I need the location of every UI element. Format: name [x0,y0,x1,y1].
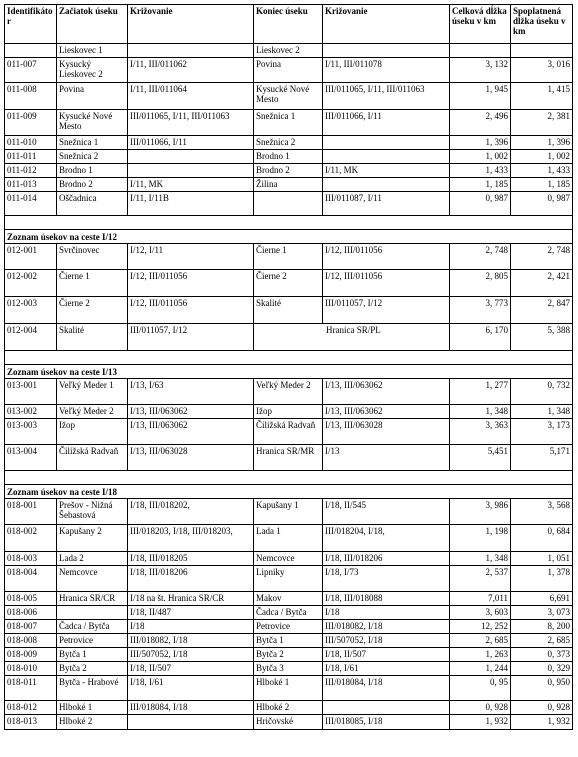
table-row [5,58,573,83]
cell-toll-length: 0, 329 [511,662,573,676]
header-identifier: Identifikátor [5,5,57,44]
spacer-row [5,471,573,485]
cell-crossing-start: I/18 na št. Hranica SR/CR [128,592,254,606]
cell-end: Makov [254,592,323,606]
cell-crossing-start: I/11, I/11B [128,192,254,216]
table-row [5,324,573,351]
cell-toll-length: 6,691 [511,592,573,606]
cell-crossing-start [128,44,254,58]
cell-toll-length: 0, 928 [511,701,573,715]
header-end: Koniec úseku [254,5,323,44]
cell-start: Oščadnica [57,192,128,216]
cell-end: Kapušany 1 [254,499,323,525]
cell-end: Bytča 2 [254,648,323,662]
table-row [5,525,573,552]
cell-toll-length: 3, 016 [511,58,573,83]
cell-crossing-start: I/13, I/63 [128,379,254,405]
cell-toll-length: 3, 073 [511,606,573,620]
cell-end: Hranica SR/MR [254,445,323,471]
cell-end: Povina [254,58,323,83]
cell-crossing-end: III/011065, I/11, III/011063 [323,83,450,110]
cell-end: Snežnica 1 [254,110,323,136]
table-row [5,270,573,297]
spacer-row [5,216,573,230]
table-row [5,701,573,715]
table-row [5,150,573,164]
spacer-cell [5,351,573,365]
cell-crossing-end [323,44,450,58]
cell-crossing-start: I/13, III/063062 [128,405,254,419]
table-row [5,634,573,648]
cell-identifier: 011-010 [5,136,57,150]
cell-toll-length: 0, 732 [511,379,573,405]
cell-crossing-start: I/18 [128,620,254,634]
cell-start: Lada 2 [57,552,128,566]
cell-total-length: 2, 537 [450,566,511,592]
cell-total-length: 0, 987 [450,192,511,216]
cell-end: Hranica SR/PL [254,324,450,351]
cell-identifier: 013-001 [5,379,57,405]
road-sections-table [4,4,573,730]
cell-crossing-end: III/018084, I/18 [323,676,450,701]
cell-identifier: 018-009 [5,648,57,662]
table-row [5,620,573,634]
cell-total-length: 1, 433 [450,164,511,178]
cell-toll-length: 8, 200 [511,620,573,634]
cell-end: Žilina [254,178,323,192]
cell-total-length: 5,451 [450,445,511,471]
cell-end: Kysucké Nové Mesto [254,83,323,110]
cell-start: Brodno 2 [57,178,128,192]
cell-toll-length: 3, 173 [511,419,573,445]
cell-identifier: 018-013 [5,715,57,730]
spacer-cell [5,471,573,485]
table-row [5,445,573,471]
table-row [5,136,573,150]
cell-total-length: 1, 198 [450,525,511,552]
cell-total-length: 3, 603 [450,606,511,620]
cell-start: Veľký Meder 2 [57,405,128,419]
cell-crossing-start [128,715,254,730]
cell-end: Čierne 2 [254,270,323,297]
cell-start: Kapušany 2 [57,525,128,552]
cell-toll-length: 2, 847 [511,297,573,324]
cell-toll-length: 0, 373 [511,648,573,662]
cell-start: Bytča - Hrabové [57,676,128,701]
cell-identifier: 018-005 [5,592,57,606]
section-heading: Zoznam úsekov na ceste I/12 [5,230,573,244]
section-heading: Zoznam úsekov na ceste I/18 [5,485,573,499]
cell-identifier: 012-004 [5,324,57,351]
cell-start: Čierne 1 [57,270,128,297]
cell-crossing-end: III/011057, I/12 [323,297,450,324]
section-heading-row [5,230,573,244]
table-row [5,244,573,270]
cell-end: Brodno 2 [254,164,323,178]
cell-crossing-end: III/507052, I/18 [323,634,450,648]
table-row [5,405,573,419]
table-row [5,566,573,592]
cell-crossing-end: I/18, III/018206 [323,552,450,566]
cell-crossing-start: III/018203, I/18, III/018203, [128,525,254,552]
cell-toll-length: 2, 381 [511,110,573,136]
table-row [5,379,573,405]
cell-crossing-end: I/13, III/063028 [323,419,450,445]
cell-identifier: 018-002 [5,525,57,552]
cell-total-length: 7,011 [450,592,511,606]
cell-end: Hlboké 2 [254,701,323,715]
cell-identifier: 011-014 [5,192,57,216]
cell-start: Snežnica 1 [57,136,128,150]
cell-total-length: 0, 928 [450,701,511,715]
table-row [5,592,573,606]
table-header-row [5,5,573,44]
cell-crossing-end: I/13 [323,445,450,471]
cell-crossing-end: III/011087, I/11 [323,192,450,216]
table-row [5,178,573,192]
cell-start: Bytča 2 [57,662,128,676]
cell-total-length: 2, 496 [450,110,511,136]
cell-identifier: 012-002 [5,270,57,297]
cell-total-length: 2, 685 [450,634,511,648]
cell-crossing-start: I/11, III/011064 [128,83,254,110]
cell-total-length: 3, 132 [450,58,511,83]
cell-crossing-start [128,164,254,178]
cell-crossing-end: I/18, I/73 [323,566,450,592]
cell-crossing-start: I/18, III/018206 [128,566,254,592]
cell-crossing-end: I/13, III/063062 [323,405,450,419]
cell-identifier: 011-008 [5,83,57,110]
cell-end: Skalité [254,297,323,324]
table-row [5,44,573,58]
cell-start: Čierne 2 [57,297,128,324]
cell-toll-length: 1, 415 [511,83,573,110]
table-row [5,676,573,701]
cell-toll-length: 0, 684 [511,525,573,552]
cell-total-length: 3, 773 [450,297,511,324]
cell-toll-length: 1, 433 [511,164,573,178]
table-row [5,419,573,445]
cell-start [57,606,128,620]
cell-identifier: 011-009 [5,110,57,136]
cell-toll-length: 1, 348 [511,405,573,419]
table-row [5,110,573,136]
cell-total-length: 1, 185 [450,178,511,192]
cell-start: Nemcovce [57,566,128,592]
header-start: Začiatok úseku [57,5,128,44]
cell-crossing-start: I/12, I/11 [128,244,254,270]
cell-identifier: 018-003 [5,552,57,566]
cell-toll-length: 1, 002 [511,150,573,164]
cell-crossing-start: I/18, II/507 [128,662,254,676]
header-crossing-start: Križovanie [128,5,254,44]
cell-start: Čadca / Bytča [57,620,128,634]
cell-end: Veľký Meder 2 [254,379,323,405]
cell-identifier: 018-010 [5,662,57,676]
cell-total-length: 1, 263 [450,648,511,662]
cell-crossing-end [323,178,450,192]
cell-crossing-end: I/18, II/507 [323,648,450,662]
cell-toll-length: 0, 950 [511,676,573,701]
cell-crossing-start: I/18, III/018205 [128,552,254,566]
cell-toll-length: 5, 388 [511,324,573,351]
cell-toll-length: 1, 185 [511,178,573,192]
cell-crossing-start: I/13, III/063028 [128,445,254,471]
cell-crossing-start: III/011066, I/11 [128,136,254,150]
cell-identifier: 018-001 [5,499,57,525]
section-heading: Zoznam úsekov na ceste I/13 [5,365,573,379]
cell-crossing-end: I/13, III/063062 [323,379,450,405]
cell-toll-length: 1, 396 [511,136,573,150]
cell-total-length: 3, 363 [450,419,511,445]
cell-start: Veľký Meder 1 [57,379,128,405]
cell-identifier: 011-012 [5,164,57,178]
table-row [5,297,573,324]
cell-identifier: 013-002 [5,405,57,419]
cell-identifier: 013-004 [5,445,57,471]
cell-crossing-end: III/011066, I/11 [323,110,450,136]
cell-start: Snežnica 2 [57,150,128,164]
cell-identifier: 018-011 [5,676,57,701]
header-crossing-end: Križovanie [323,5,450,44]
cell-identifier: 018-004 [5,566,57,592]
cell-crossing-start: III/011065, I/11, III/011063 [128,110,254,136]
cell-crossing-end [323,701,450,715]
cell-total-length: 1, 932 [450,715,511,730]
cell-toll-length: 2, 748 [511,244,573,270]
cell-end: Brodno 1 [254,150,323,164]
cell-crossing-end: III/018082, I/18 [323,620,450,634]
cell-end [254,192,323,216]
cell-start: Svrčinovec [57,244,128,270]
cell-start: Čilížská Radvaň [57,445,128,471]
cell-toll-length: 0, 987 [511,192,573,216]
section-heading-row [5,485,573,499]
cell-crossing-start: III/507052, I/18 [128,648,254,662]
section-heading-row [5,365,573,379]
cell-crossing-end: I/18 [323,606,450,620]
table-row [5,164,573,178]
cell-start: Prešov - Nižná Šebastová [57,499,128,525]
table-row [5,499,573,525]
cell-crossing-start: I/18, III/018202, [128,499,254,525]
cell-start: Kysucké Nové Mesto [57,110,128,136]
cell-end: Nemcovce [254,552,323,566]
cell-crossing-end: III/018204, I/18, [323,525,450,552]
cell-total-length: 3, 986 [450,499,511,525]
cell-start: Hlboké 2 [57,715,128,730]
cell-start: Hranica SR/CR [57,592,128,606]
cell-crossing-end [323,150,450,164]
cell-identifier: 018-012 [5,701,57,715]
table-row [5,83,573,110]
cell-total-length: 6, 170 [450,324,511,351]
cell-start: Skalité [57,324,128,351]
cell-identifier: 011-007 [5,58,57,83]
cell-crossing-start: I/18, I/61 [128,676,254,701]
cell-start: Ižop [57,419,128,445]
cell-crossing-start: III/018084, I/18 [128,701,254,715]
cell-start: Povina [57,83,128,110]
cell-start: Lieskovec 1 [57,44,128,58]
table-row [5,648,573,662]
cell-toll-length: 1, 051 [511,552,573,566]
cell-toll-length [511,44,573,58]
spacer-cell [5,216,573,230]
cell-toll-length: 2, 685 [511,634,573,648]
cell-toll-length: 1, 378 [511,566,573,592]
spacer-row [5,351,573,365]
cell-total-length: 2, 748 [450,244,511,270]
cell-crossing-start: I/12, III/011056 [128,297,254,324]
cell-total-length: 1, 244 [450,662,511,676]
cell-identifier [5,44,57,58]
cell-toll-length: 1, 932 [511,715,573,730]
cell-crossing-start: III/018082, I/18 [128,634,254,648]
cell-crossing-start: I/12, III/011056 [128,270,254,297]
cell-start: Brodno 1 [57,164,128,178]
cell-start: Bytča 1 [57,648,128,662]
cell-crossing-end: I/12, III/011056 [323,244,450,270]
cell-end: Petrovice [254,620,323,634]
cell-start: Hlboké 1 [57,701,128,715]
table-row [5,715,573,730]
cell-toll-length: 3, 568 [511,499,573,525]
cell-end: Snežnica 2 [254,136,323,150]
cell-crossing-start: I/11, III/011062 [128,58,254,83]
cell-crossing-end: I/12, III/011056 [323,270,450,297]
cell-total-length [450,44,511,58]
cell-crossing-end: III/018085, I/18 [323,715,450,730]
cell-end: Lipniky [254,566,323,592]
cell-identifier: 018-008 [5,634,57,648]
cell-crossing-end: I/11, MK [323,164,450,178]
cell-crossing-start: I/13, III/063062 [128,419,254,445]
cell-end: Hričovské [254,715,323,730]
cell-identifier: 018-006 [5,606,57,620]
cell-end: Čierne 1 [254,244,323,270]
header-total-length: Celková dĺžka úseku v km [450,5,511,44]
cell-identifier: 012-003 [5,297,57,324]
cell-total-length: 1, 002 [450,150,511,164]
cell-identifier: 011-011 [5,150,57,164]
cell-end: Bytča 1 [254,634,323,648]
cell-total-length: 1, 348 [450,405,511,419]
cell-toll-length: 5,171 [511,445,573,471]
cell-crossing-end: I/11, III/011078 [323,58,450,83]
table-row [5,606,573,620]
cell-identifier: 011-013 [5,178,57,192]
cell-total-length: 12, 252 [450,620,511,634]
cell-start: Petrovice [57,634,128,648]
cell-crossing-end: I/18, I/61 [323,662,450,676]
cell-identifier: 012-001 [5,244,57,270]
cell-total-length: 1, 396 [450,136,511,150]
cell-total-length: 1, 945 [450,83,511,110]
cell-crossing-start: I/18, II/487 [128,606,254,620]
cell-crossing-end: I/18, III/018088 [323,592,450,606]
cell-crossing-start: I/11, MK [128,178,254,192]
cell-end: Lieskovec 2 [254,44,323,58]
header-toll-length: Spoplatnená dĺžka úseku v km [511,5,573,44]
table-row [5,662,573,676]
cell-end: Bytča 3 [254,662,323,676]
cell-end: Čadca / Bytča [254,606,323,620]
cell-end: Hlboké 1 [254,676,323,701]
table-row [5,192,573,216]
cell-crossing-start [128,150,254,164]
cell-crossing-end [323,136,450,150]
cell-end: Ižop [254,405,323,419]
cell-end: Lada 1 [254,525,323,552]
cell-start: Kysucký Lieskovec 2 [57,58,128,83]
cell-identifier: 013-003 [5,419,57,445]
cell-crossing-end: I/18, II/545 [323,499,450,525]
cell-end: Čilížská Radvaň [254,419,323,445]
cell-toll-length: 2, 421 [511,270,573,297]
table-row [5,552,573,566]
cell-total-length: 1, 348 [450,552,511,566]
cell-total-length: 2, 805 [450,270,511,297]
cell-total-length: 0, 95 [450,676,511,701]
cell-total-length: 1, 277 [450,379,511,405]
cell-crossing-start: III/011057, I/12 [128,324,254,351]
cell-identifier: 018-007 [5,620,57,634]
